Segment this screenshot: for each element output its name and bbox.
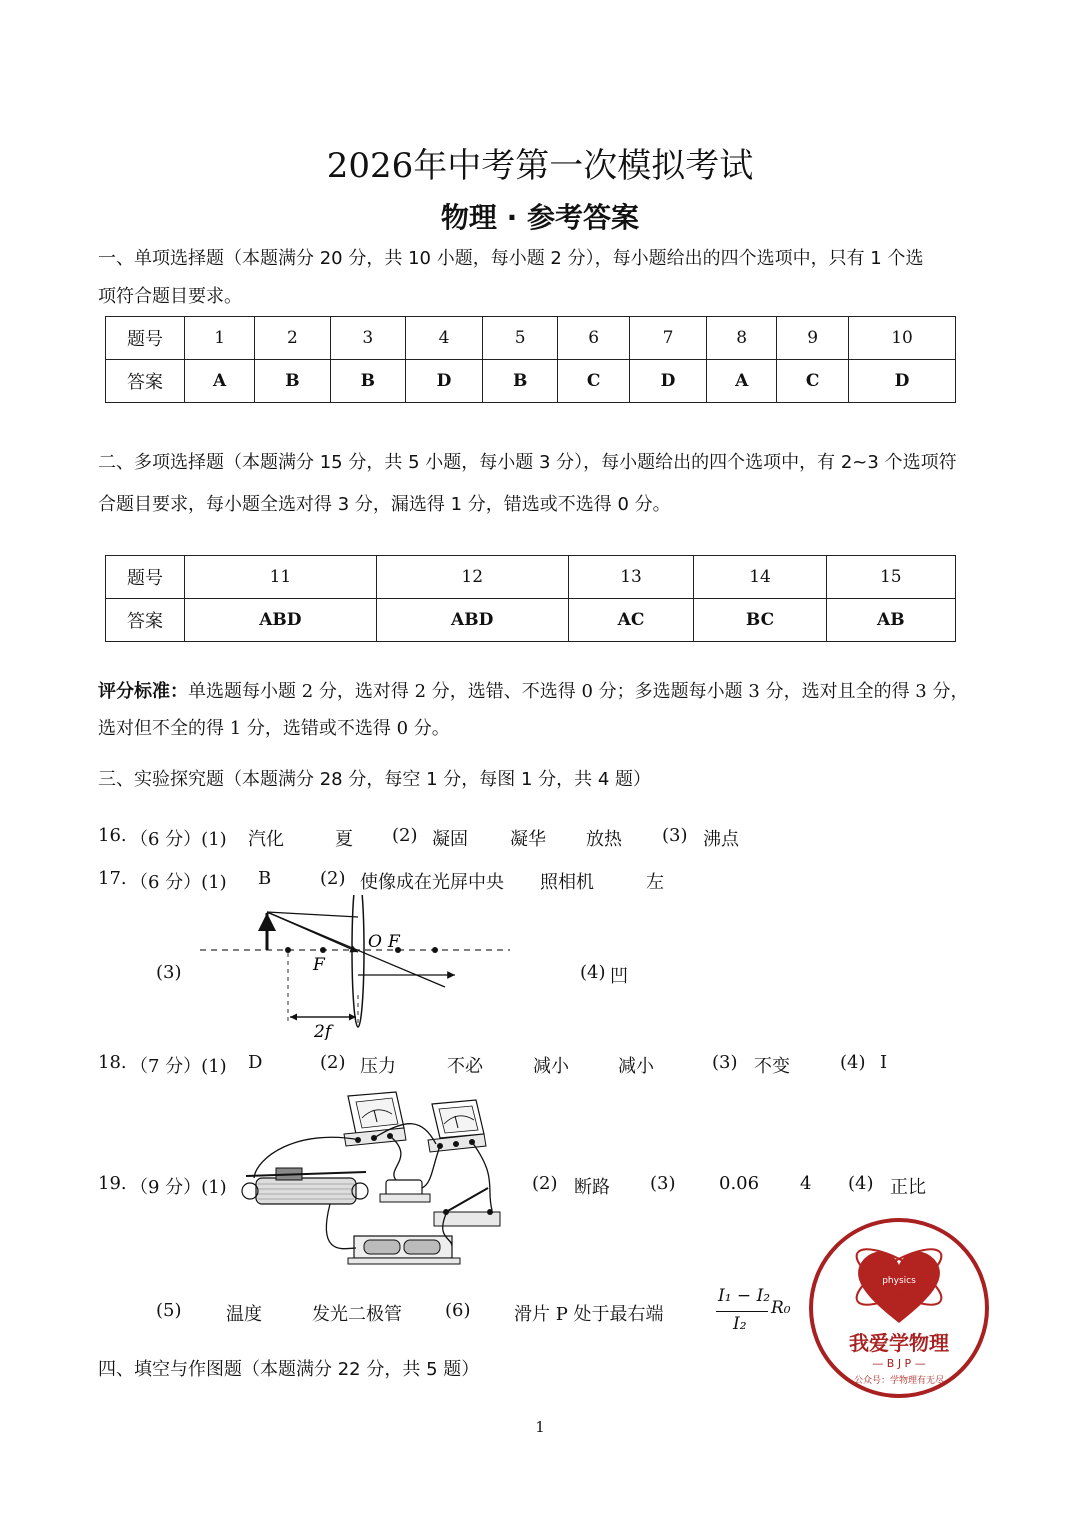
answer-text: I: [880, 1052, 888, 1073]
answer-cell: D: [630, 360, 707, 403]
stamp-footer-text: 公众号：学物理有无尽: [853, 1376, 945, 1386]
stamp-sub-text: — B J P —: [872, 1357, 926, 1370]
battery-icon: [348, 1236, 460, 1264]
label-o: O: [368, 932, 382, 952]
question-number: 12: [376, 556, 568, 599]
q17-score: （6 分）(1): [130, 872, 227, 893]
section3-header: 三、实验探究题（本题满分 28 分，每空 1 分，每图 1 分，共 4 题）: [98, 769, 652, 790]
question-number: 2: [255, 317, 330, 360]
answer-text: 凝固: [432, 829, 468, 850]
stamp-heart-text: physics: [882, 1276, 916, 1286]
part-label: (5): [156, 1300, 182, 1321]
answer-text: 不变: [754, 1056, 790, 1077]
answer-cell: ABD: [376, 599, 568, 642]
q17-number: 17.: [98, 868, 127, 889]
answer-text: D: [248, 1052, 263, 1073]
row-label: 答案: [106, 360, 185, 403]
grading-line1: [98, 677, 968, 703]
label-f-right: F: [388, 932, 400, 952]
answer-text: 左: [646, 872, 664, 893]
answer-text: 断路: [574, 1177, 610, 1198]
answer-cell: AC: [568, 599, 694, 642]
label-f-left: F: [313, 955, 325, 975]
answer-cell: D: [406, 360, 483, 403]
answer-cell: B: [482, 360, 557, 403]
q16-number: 16.: [98, 825, 127, 846]
convex-lens: [352, 895, 364, 1027]
answer-cell: A: [707, 360, 777, 403]
answer-text: 凹: [610, 966, 628, 987]
question-number: 3: [330, 317, 405, 360]
part-label: (2): [320, 1052, 346, 1073]
focal-point-2f: [285, 947, 291, 953]
page-number: 1: [535, 1418, 545, 1436]
answer-text: 不必: [447, 1056, 483, 1077]
question-number: 14: [694, 556, 826, 599]
grading-text: 单选题每小题 2 分，选对得 2 分，选错、不选得 0 分；多选题每小题 3 分，选对且全的得 3 分，: [188, 681, 969, 702]
part-label: (6): [445, 1300, 471, 1321]
answer-cell: C: [558, 360, 630, 403]
question-number: 5: [482, 317, 557, 360]
grading-line2: 选对但不全的得 1 分，选错或不选得 0 分。: [98, 718, 450, 739]
part-label: (2): [532, 1173, 558, 1194]
formula-numerator: I₁ − I₂: [718, 1286, 771, 1306]
formula-tail: R₀: [771, 1298, 791, 1318]
wire: [326, 1204, 356, 1249]
row-label: 答案: [106, 599, 185, 642]
answer-text: 放热: [586, 829, 622, 850]
part-label: (2): [320, 868, 346, 889]
wire: [390, 1136, 401, 1180]
table-row: [106, 317, 956, 360]
rheostat-icon: [242, 1168, 368, 1204]
point-2f-right: [432, 947, 438, 953]
answer-text: 0.06: [719, 1173, 760, 1194]
light-ray-arrow: [267, 912, 358, 952]
answer-text: 使像成在光屏中央: [360, 872, 504, 893]
q18-score: （7 分）(1): [130, 1056, 227, 1077]
answer-cell: C: [777, 360, 849, 403]
part-label: (4): [580, 962, 606, 983]
answer-cell: B: [255, 360, 330, 403]
answer-text: 温度: [226, 1304, 262, 1325]
section2-intro-line2: 合题目要求，每小题全选对得 3 分，漏选得 1 分，错选或不选得 0 分。: [98, 494, 671, 515]
table-row: [106, 556, 956, 599]
stamp-main-text: 我爱学物理: [849, 1331, 949, 1355]
part-label: (3): [650, 1173, 676, 1194]
parallel-ray: [267, 912, 358, 917]
question-number: 10: [849, 317, 956, 360]
q19-score: （9 分）(1): [130, 1177, 227, 1198]
row-label: 题号: [106, 317, 185, 360]
section2-intro-line1: 二、多项选择题（本题满分 15 分，共 5 小题，每小题 3 分），每小题给出的四个选项中，有 2~3 个选项符: [98, 452, 957, 473]
page-subtitle: 物理 · 参考答案: [440, 201, 640, 234]
answer-text: 减小: [618, 1056, 654, 1077]
answer-cell: AB: [826, 599, 955, 642]
table-row: [106, 599, 956, 642]
part-label: (3): [712, 1052, 738, 1073]
fraction-bar: [716, 1311, 768, 1312]
answer-text: 汽化: [248, 829, 284, 850]
section4-header: 四、填空与作图题（本题满分 22 分，共 5 题）: [98, 1359, 480, 1380]
answer-text: 发光二极管: [312, 1304, 402, 1325]
multiple-choice-answer-table: [105, 555, 956, 642]
answer-text: 正比: [890, 1177, 926, 1198]
q16-score: （6 分）(1): [130, 829, 227, 850]
question-number: 15: [826, 556, 955, 599]
part-label: (3): [662, 825, 688, 846]
part-label: (2): [392, 825, 418, 846]
part-label: (4): [840, 1052, 866, 1073]
answer-text: 4: [800, 1173, 812, 1194]
question-number: 13: [568, 556, 694, 599]
label-2f: 2f: [314, 1022, 332, 1040]
answer-text: 压力: [360, 1056, 396, 1077]
answer-text: 沸点: [703, 829, 739, 850]
ammeter-icon: [428, 1100, 486, 1152]
wire: [472, 1142, 492, 1210]
answer-text: 照相机: [540, 872, 594, 893]
formula-denominator: I₂: [733, 1314, 747, 1334]
question-number: 8: [707, 317, 777, 360]
question-number: 7: [630, 317, 707, 360]
answer-cell: D: [849, 360, 956, 403]
lens-ray-diagram: [190, 895, 520, 1040]
section1-intro-line2: 项符合题目要求。: [98, 286, 242, 307]
question-number: 4: [406, 317, 483, 360]
brand-stamp-icon: [806, 1215, 992, 1401]
answer-cell: B: [330, 360, 405, 403]
answer-cell: BC: [694, 599, 826, 642]
resistor-icon: [380, 1180, 430, 1202]
grading-label: 评分标准：: [98, 681, 188, 702]
question-number: 1: [185, 317, 255, 360]
table-row: [106, 360, 956, 403]
answer-text: 夏: [335, 829, 353, 850]
question-number: 9: [777, 317, 849, 360]
row-label: 题号: [106, 556, 185, 599]
part-label: (4): [848, 1173, 874, 1194]
q18-number: 18.: [98, 1052, 127, 1073]
answer-cell: A: [185, 360, 255, 403]
circuit-diagram: [236, 1088, 516, 1278]
answer-text: 减小: [533, 1056, 569, 1077]
answer-text: 凝华: [510, 829, 546, 850]
part-label: (3): [156, 962, 182, 983]
question-number: 11: [185, 556, 377, 599]
single-choice-answer-table: [105, 316, 956, 403]
question-number: 6: [558, 317, 630, 360]
answer-text: B: [258, 868, 272, 889]
section1-intro-line1: 一、单项选择题（本题满分 20 分，共 10 小题，每小题 2 分），每小题给出的四个选项中，只有 1 个选: [98, 248, 924, 269]
q19-number: 19.: [98, 1173, 127, 1194]
page-title: 2026年中考第一次模拟考试: [326, 146, 754, 186]
answer-text: 滑片 P 处于最右端: [514, 1304, 664, 1325]
focal-point-left: [320, 947, 326, 953]
answer-cell: ABD: [185, 599, 377, 642]
